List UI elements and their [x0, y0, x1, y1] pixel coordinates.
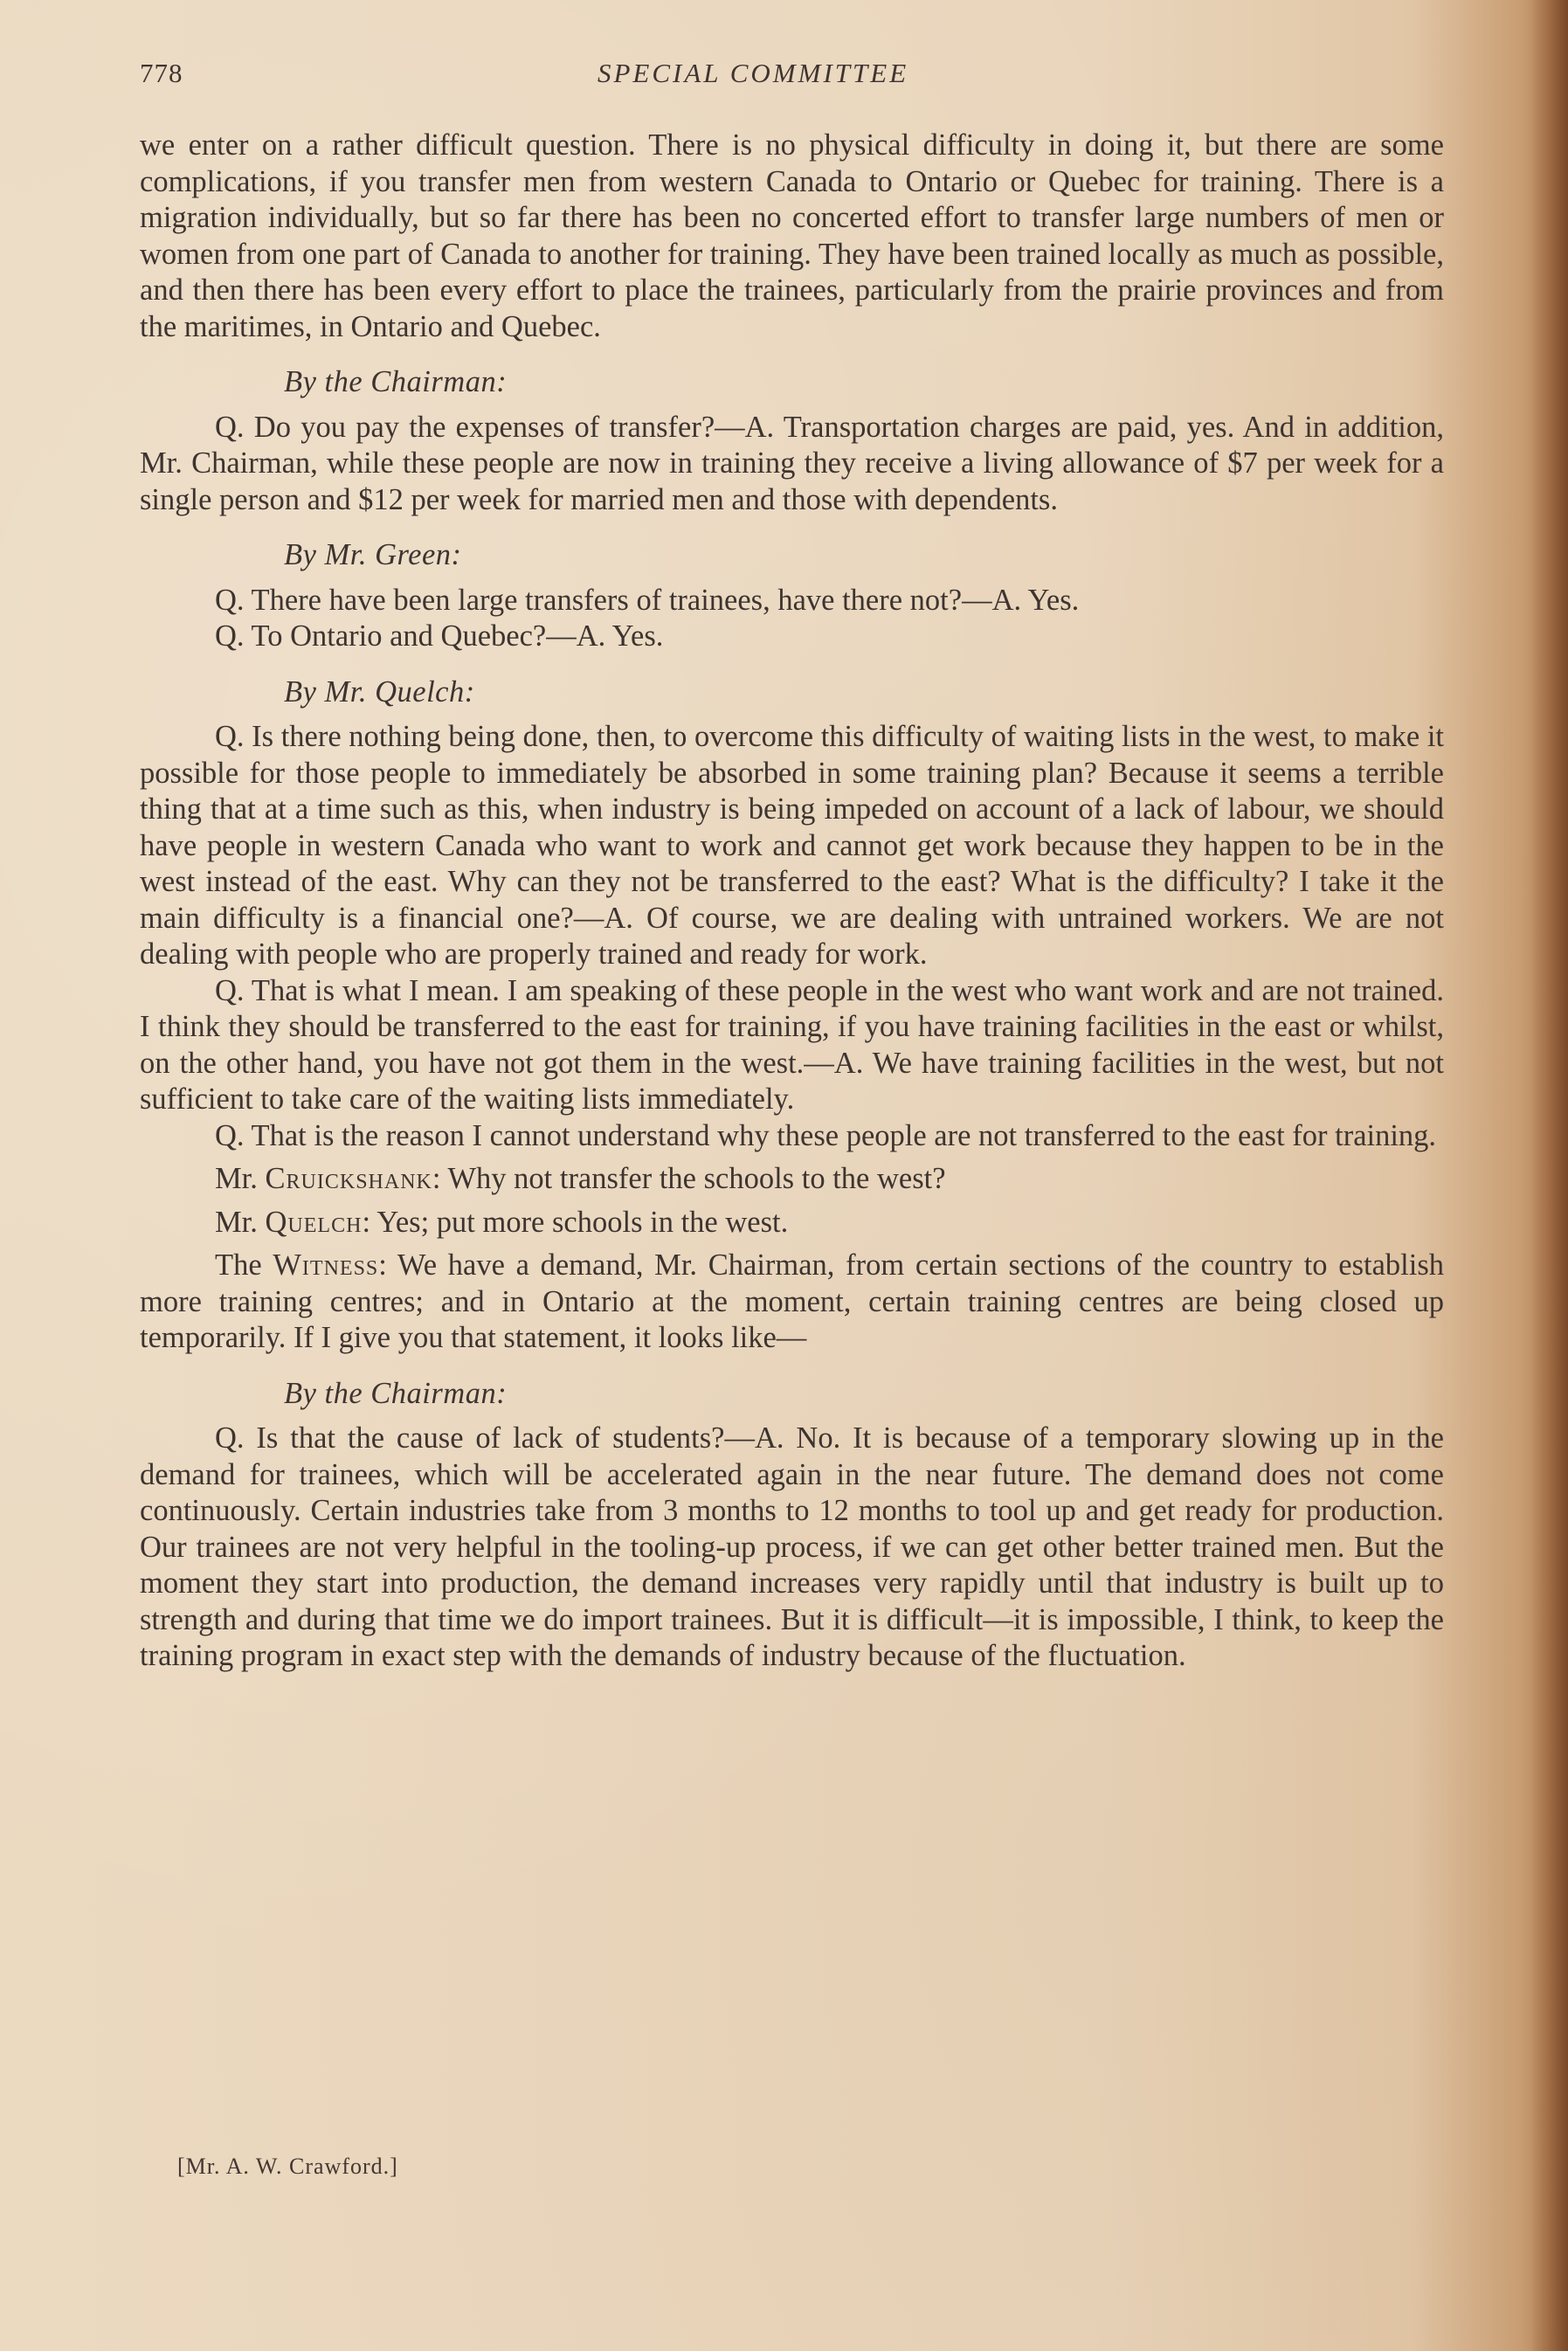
section-heading: By the Chairman: [284, 365, 508, 398]
section-heading: By the Chairman: [284, 1376, 508, 1410]
speaker-name: Witness [273, 1248, 379, 1282]
speaker-text: : Yes; put more schools in the west. [362, 1205, 789, 1239]
paragraph: Q. Do you pay the expenses of transfer?—A. Transportation charges are paid, yes. And in addition, Mr. Chairman, while these people are now in training they receive a living allowance of $7 per week for a single person and $12 per week for married men and those with dependents. [140, 410, 1444, 516]
speaker-text: : We have a demand, Mr. Chairman, from certain sections of the country to establish more training centres; and in Ontario at the moment, certain training centres are being closed up temporarily. If I give you that statement, it looks like— [140, 1248, 1445, 1354]
running-head: SPECIAL COMMITTEE [597, 58, 909, 88]
section-heading: By Mr. Green: [284, 538, 462, 571]
paragraph: we enter on a rather difficult question. There is no physical difficulty in doing it, but there are some complications, if you transfer men from western Canada to Ontario or Quebec for training. There is a migration individually, but so far there has been no concerted effort to transfer large numbers of men or women from one part of Canada to another for training. They have been trained locally as much as possible, and then there has been every effort to place the trainees, particularly from the prairie provinces and from the maritimes, in Ontario and Quebec. [140, 128, 1444, 343]
speaker-prefix: Mr. [215, 1162, 258, 1195]
section-heading: By Mr. Quelch: [284, 674, 475, 709]
page-number: 778 [140, 58, 183, 88]
speaker-prefix: Mr. [215, 1205, 258, 1239]
paragraph: Q. There have been large transfers of trainees, have there not?—A. Yes. [215, 583, 1080, 617]
paragraph [140, 1205, 1444, 1241]
page-edge-shadow [1531, 0, 1568, 2351]
speaker-attribution: [Mr. A. W. Crawford.] [177, 2154, 398, 2179]
speaker-prefix: The [215, 1248, 262, 1282]
paragraph: Q. To Ontario and Quebec?—A. Yes. [215, 619, 664, 653]
paragraph [140, 1248, 1444, 1357]
paragraph: Q. That is what I mean. I am speaking of these people in the west who want work and are not trained. I think they should be transferred to the east for training, if you have training facilities in the east or whilst, on the other hand, you have not got them in the west.—A. We have training facilities in the west, but not sufficient to take care of the waiting lists immediately. [140, 973, 1444, 1116]
speaker-text: : Why not transfer the schools to the west? [432, 1162, 946, 1195]
page-header [140, 58, 1441, 101]
paragraph: Q. Is there nothing being done, then, to overcome this difficulty of waiting lists in the west, to make it possible for those people to immediately be absorbed in some training plan? Because it seems a terrible thing that at a time such as this, when industry is being impeded on account of a lack of labour, we should have people in western Canada who want to work and cannot get work because they happen to be in the west instead of the east. Why can they not be transferred to the east? What is the difficulty? I take it the main difficulty is a financial one?—A. Of course, we are dealing with untrained workers. We are not dealing with people who are properly trained and ready for work. [140, 720, 1444, 971]
page-body [140, 128, 1444, 1675]
speaker-name: Cruickshank [265, 1162, 432, 1195]
speaker-name: Quelch [265, 1205, 363, 1239]
paragraph: Q. Is that the cause of lack of students?—A. No. It is because of a temporary slowing up in the demand for trainees, which will be accelerated again in the near future. The demand does not come continuously. Certain industries take from 3 months to 12 months to tool up and get ready for production. Our trainees are not very helpful in the tooling-up process, if we can get other better trained men. But the moment they start into production, the demand increases very rapidly until that industry is built up to strength and during that time we do import trainees. But it is difficult—it is impossible, I think, to keep the training program in exact step with the demands of industry because of the fluctuation. [140, 1421, 1444, 1672]
paragraph: Q. That is the reason I cannot understand why these people are not transferred to the east for training. [215, 1118, 1437, 1152]
paragraph [140, 1161, 1444, 1198]
